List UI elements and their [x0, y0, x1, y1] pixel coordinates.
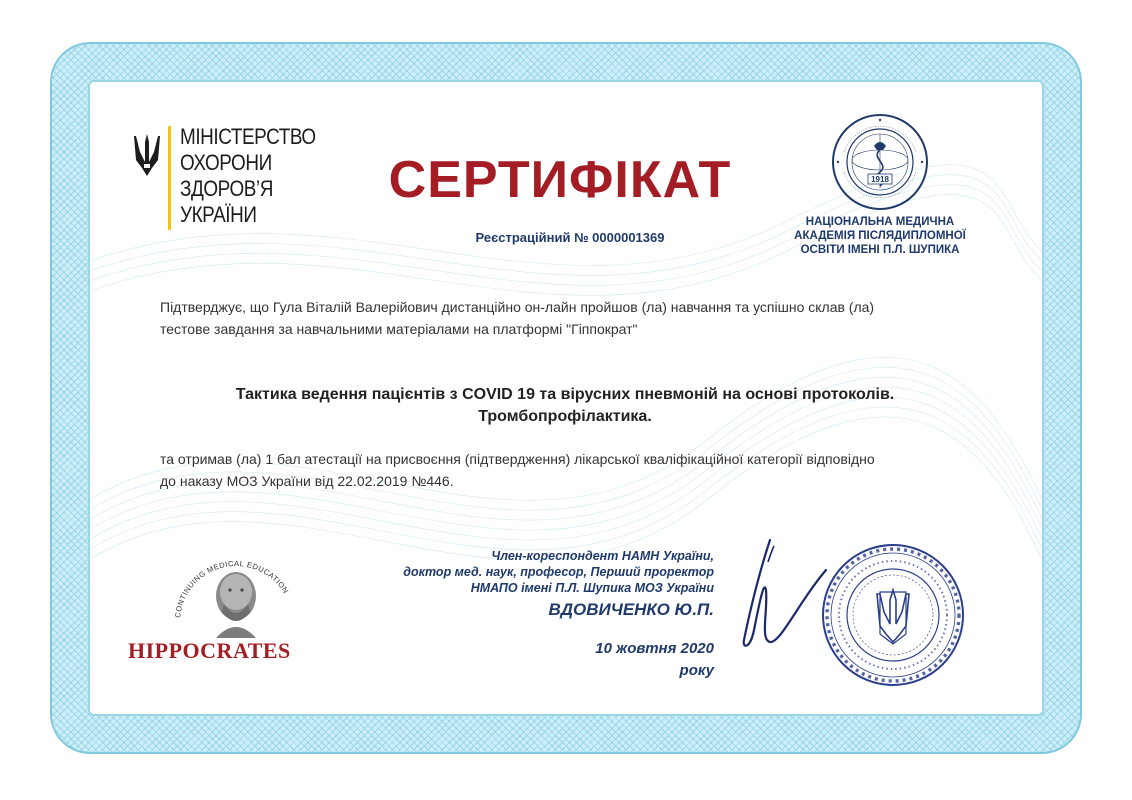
trident-icon — [132, 132, 162, 178]
ministry-accent-bar — [168, 126, 171, 230]
signatory-title-line: НМАПО імені П.Л. Шупика МОЗ України — [470, 581, 714, 595]
course-title — [130, 384, 1000, 428]
academy-seal-icon — [830, 112, 930, 212]
award-line: та отримав (ла) 1 бал атестації на присвоєння (підтвердження) лікарської кваліфікаційної категорії відповідно — [160, 451, 875, 467]
ministry-line: ОХОРОНИ — [180, 150, 272, 175]
signatory-title-line: Член-кореспондент НАМН України, — [491, 549, 714, 563]
ministry-line: МІНІСТЕРСТВО — [180, 124, 316, 149]
ministry-logo — [132, 124, 322, 234]
confirmation-line: Підтверджує, що Гула Віталій Валерійович дистанційно он-лайн пройшов (ла) навчання та успішно склав (ла) — [160, 299, 875, 315]
hippocrates-logo — [126, 552, 316, 672]
academy-name-line: ОСВІТИ ІМЕНІ П.Л. ШУПИКА — [800, 244, 960, 256]
academy-seal-year: 1918 — [871, 175, 889, 184]
academy-name-line: АКАДЕМІЯ ПІСЛЯДИПЛОМНОЇ — [794, 230, 966, 242]
ministry-name — [180, 124, 316, 228]
hippocrates-wordmark: HIPPOCRATES — [128, 638, 291, 663]
registration-number: Реєстраційний № 0000001369 — [475, 230, 665, 245]
course-title-line: Тактика ведення пацієнтів з COVID 19 та вірусних пневмоній на основі протоколів. — [235, 386, 895, 403]
award-line: до наказу МОЗ України від 22.02.2019 №446. — [160, 473, 454, 489]
issue-date-line: 10 жовтня 2020 — [595, 640, 714, 657]
hippocrates-arc-text: CONTINUING MEDICAL EDUCATION — [173, 558, 291, 619]
issue-date — [470, 638, 714, 682]
official-stamp — [820, 542, 966, 688]
signatory-title — [330, 548, 714, 596]
signatory-title-line: доктор мед. наук, професор, Перший проректор — [403, 565, 714, 579]
course-title-line: Тромбопрофілактика. — [478, 408, 652, 425]
issue-date-line: року — [679, 662, 714, 679]
ministry-line: ЗДОРОВ’Я — [180, 176, 273, 201]
hippocrates-bust-icon — [166, 552, 306, 642]
award-text — [160, 448, 970, 492]
certificate-title: СЕРТИФІКАТ — [388, 151, 732, 209]
confirmation-line: тестове завдання за навчальними матеріалами на платформі "Гіппократ" — [160, 321, 638, 337]
academy-name-line: НАЦІОНАЛЬНА МЕДИЧНА — [805, 216, 955, 228]
academy-name — [770, 215, 990, 257]
ministry-line: УКРАЇНИ — [180, 202, 257, 227]
confirmation-text — [160, 296, 970, 340]
signatory-name: ВДОВИЧЕНКО Ю.П. — [548, 600, 714, 619]
